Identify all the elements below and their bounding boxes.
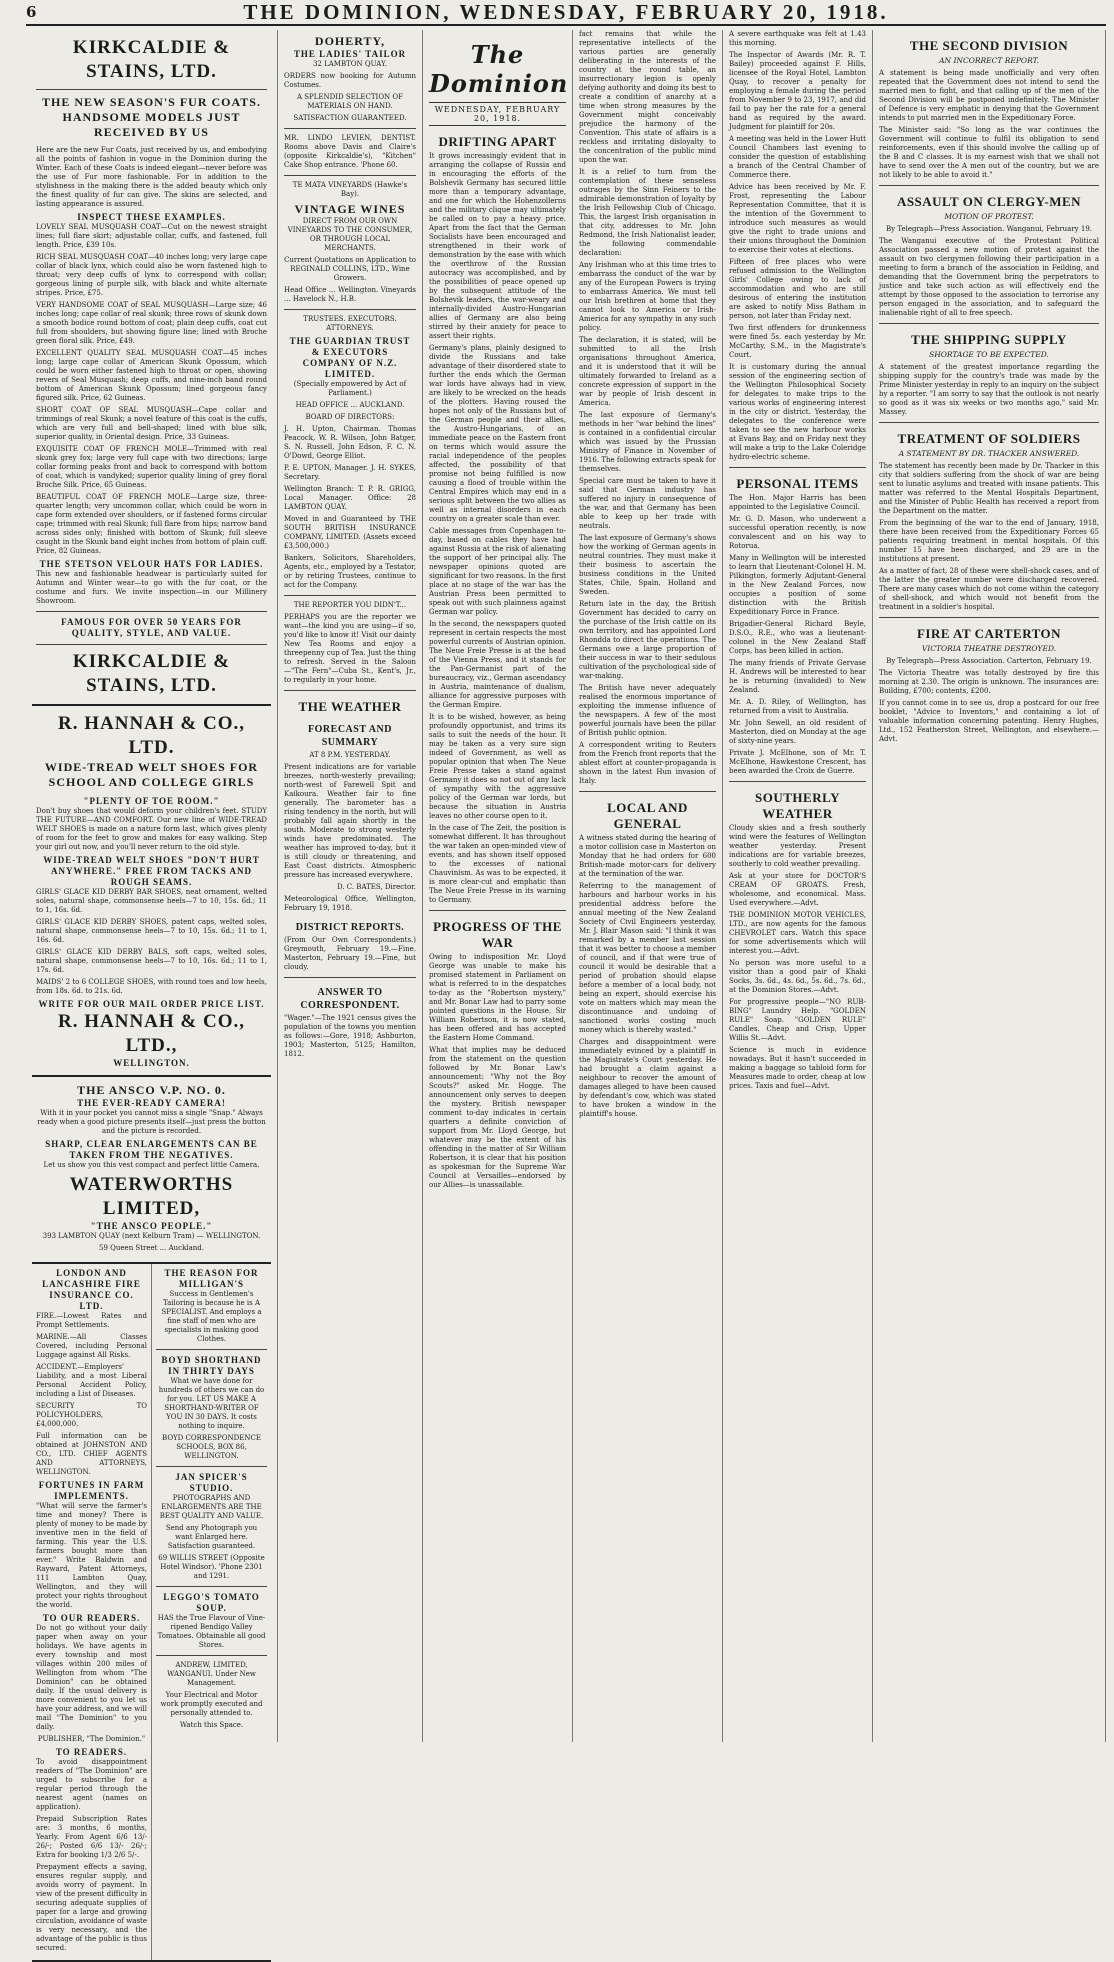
divider — [879, 617, 1099, 618]
second-division-heading: THE SECOND DIVISION — [909, 38, 1069, 53]
vintage-office: Head Office ... Wellington. Vineyards ... Havelock N., H.B. — [284, 286, 416, 303]
news-column-3 — [873, 30, 1106, 1742]
article-paragraph: The many friends of Private Gervase H. Andrews will be interested to hear he is returning (invalided) to New Zealand. — [729, 659, 866, 694]
divider — [879, 422, 1099, 423]
moved: Moved in and Guaranteed by THE SOUTH BRITISH INSURANCE COMPANY, LIMITED. (Assets exceed £3,500,000.) — [284, 515, 416, 550]
article-paragraph: The Victoria Theatre was totally destroyed by fire this morning at 2.30. The origin is unknown. The insurances are: Building, £700; contents, £200. — [879, 669, 1099, 695]
insurance-agents: Full information can be obtained at JOHNSTON AND CO., LTD. CHIEF AGENTS AND ATTORNEYS, WELLINGTON. — [36, 1432, 147, 1476]
waterworths-address2: 59 Queen Street ... Auckland. — [99, 1244, 204, 1252]
list-item: BEAUTIFUL COAT OF FRENCH MOLE—Large size, three-quarter length; very uncommon collar, which could be worn in cape form extended over shoulders, or if fastened forms circular cape; trimmed with real Skunk; full flare from hips; narrow band across sides only; finished with bottom of Skunk; full sleeve caught in the Skunk band eight inches from bottom of plain cuff. Price, 82 Guineas. — [36, 493, 267, 555]
article-paragraph: It is a relief to turn from the contemplation of these senseless outrages by the Sinn Feiners to the admirable demonstration of loyalty by the Irish Fellowship Club of Chicago. This, the largest Irish organisation in that city, addresses to Mr. John Redmond, the Irish Nationalist leader, the following commendable declaration: — [579, 168, 716, 257]
article-paragraph: The last exposure of Germany's shows how the working of German agents in neutral countries. They must make it their business to ascertain the business conditions in the United States, Chile, Spain, Holland and Sweden. — [579, 534, 716, 596]
weather-heading: THE WEATHER — [298, 699, 402, 714]
ansco-sharp: SHARP, CLEAR ENLARGEMENTS CAN BE TAKEN FROM THE NEGATIVES. — [45, 1139, 258, 1160]
list-item: GIRLS' GLACE KID DERBY BALS, soft caps, welted soles, natural shape, commonsense heels—7 to 10, 16s. 6d.; 11 to 1, 17s. 6d. — [36, 948, 267, 974]
list-item: SHORT COAT OF SEAL MUSQUASH—Cape collar and trimmings of real Skunk; a novel feature of this coat is the cuffs, which are very full and bell-shaped; lined with blue silk, superior quality, in Oriental design. Price, 33 Guineas. — [36, 406, 267, 441]
clergy-dateline: By Telegraph—Press Association. Wanganui, February 19. — [886, 225, 1092, 233]
guardian-title: THE GUARDIAN TRUST & EXECUTORS COMPANY OF N.Z. LIMITED. — [289, 336, 411, 379]
divider — [579, 791, 716, 792]
article-paragraph: Germany's plans, plainly designed to divide the Russians and take advantage of their disordered state to further the ends which the German war lords have always had in view, are likely to be wrecked on the heads of the plotters. Having roused the hopes not only of the Russians but of the German people and their allies, the Austro-Hungarians, of an immediate peace on the Eastern front on terms which would assure the racial independence of the peoples affected, the possibility of that promise not being fulfilled is now causing a flood of trouble within the Central Empires which may end in a serious split between the two allies as well as internal disorders in each country on a greater scale than ever. — [429, 344, 566, 523]
hannah-ad — [32, 706, 271, 1077]
article-paragraph: Two first offenders for drunkenness were fined 5s. each yesterday by Mr. McCarthy, S.M., in the Magistrate's Court. — [729, 324, 866, 359]
weather-text: Present indications are for variable breezes, north-westerly prevailing; north-west of Farewell Spit and Kaikoura. Weather fair to fine generally. The barometer has a rising tendency in the north, but will probably fall again shortly in the south. Moderate to strong westerly winds have predominated. The weather has improved to-day, but it is still cloudy or threatening, and East Coast districts. Atmospheric pressure has increased everywhere. — [284, 763, 416, 879]
divider — [729, 781, 866, 782]
article-paragraph: Any Irishman who at this time tries to embarrass the conduct of the war by any of the European Powers is trying to embarrass America. We must tell our Irish brethren at home that they cannot look to America or Irish-America for any sympathy in any such policy. — [579, 261, 716, 332]
article-paragraph: Special care must be taken to have it said that German industry has suffered no injury in consequence of the war, and that Germany has been able to keep up her trade with neutrals. — [579, 477, 716, 530]
ad-column-2 — [278, 30, 423, 1742]
divider — [284, 128, 416, 129]
divider — [36, 644, 267, 645]
guardian-office: HEAD OFFICE ... AUCKLAND. — [295, 401, 405, 409]
ansco-show: Let us show you this vest compact and perfect little Camera. — [43, 1161, 260, 1169]
spicer-title: JAN SPICER'S STUDIO. — [175, 1472, 248, 1493]
editorial-column — [423, 30, 573, 1742]
article-paragraph: From the beginning of the war to the end of January, 1918, there have been received from the Expeditionary Forces 65 patients requiring treatment in mental hospitals. Of this number 15 have been discharged, and 29 are in the institutions at present. — [879, 519, 1099, 563]
masthead-title: THE DOMINION, WEDNESDAY, FEBRUARY 20, 1918. — [243, 0, 889, 24]
article-paragraph: Advice has been received by Mr. F. Frost, representing the Labour Representation Committee, that it is the intention of the Government to introduce such measures as would give the right to trade unions and their unions throughout the Dominion to exercise their votes at elections. — [729, 183, 866, 254]
article-paragraph: What that implies may be deduced from the statement on the question followed by Mr. Bonar Law's announcement: "Why not the Boy Scouts?" asked Mr. Hogge. The announcement only serves to deepen the mystery. British newspaper comment to-day indicates in certain quarters a definite conviction of support from Mr. Lloyd George, but whatever may be the extent of his offending in the matter of Sir William Robertson, it is clear that his position as spokesman for the Supreme War Council at Versailles—endorsed by our Allies—is unassailable. — [429, 1046, 566, 1189]
doherty-text: ORDERS now booking for Autumn Costumes. — [284, 72, 416, 89]
doherty-satisfaction: SATISFACTION GUARANTEED. — [293, 114, 407, 122]
reporter-heading: THE REPORTER YOU DIDN'T... — [293, 601, 407, 609]
kirkcaldie-headline: THE NEW SEASON'S FUR COATS. HANDSOME MODELS JUST RECEIVED BY US — [42, 95, 261, 139]
andrew-text: Your Electrical and Motor work promptly executed and personally attended to. — [160, 1691, 263, 1717]
divider — [284, 175, 416, 176]
readers2-note: Prepayment effects a saving, ensures regular supply, and avoids worry of payment. In view of the present difficulty in securing adequate supplies of paper for a large and growing circulation, avoidance of waste is very necessary, and the advantage of the public is thus secured. — [36, 1863, 147, 1952]
southerly-weather-heading: SOUTHERLY WEATHER — [755, 790, 840, 821]
levien-ad: MR. LINDO LEVIEN, DENTIST. Rooms above Davis and Claire's (opposite Kirkcaldie's), "Kitchen" Cake Shop entrance. 'Phone 60. — [284, 134, 416, 169]
hannah-city: WELLINGTON. — [113, 1058, 190, 1068]
ansco-sub: THE EVER-READY CAMERA! — [77, 1098, 226, 1108]
shorthand-address: BOYD CORRESPONDENCE SCHOOLS, BOX 86, WELLINGTON. — [162, 1434, 261, 1460]
divider — [156, 1586, 267, 1587]
masthead — [26, 0, 1106, 26]
readers-publisher: PUBLISHER, "The Dominion." — [37, 1735, 146, 1743]
news-column-2 — [723, 30, 873, 1742]
reporter-text: PERHAPS you are the reporter we want—the kind you are using—if so, you'd like to know it! Visit our dainty New Tea Rooms and enjoy a threepenny cup of Tea. Just the thing to refresh. Served in the Saloon—"The Fern"—Cuba St., Kent's, Jr., to regularly in your home. — [284, 613, 417, 684]
list-item: LOVELY SEAL MUSQUASH COAT—Cut on the newest straight lines; full flare skirt; adjustable collar, cuffs, and fastened, full length. Price, £39 10s. — [36, 223, 267, 249]
waterworths-title: WATERWORTHS LIMITED, — [69, 1174, 234, 1219]
shipping-heading: THE SHIPPING SUPPLY — [911, 332, 1067, 347]
waterworths-address: 393 LAMBTON QUAY (next Kelburn Tram) — WELLINGTON. — [42, 1232, 261, 1240]
divider — [729, 467, 866, 468]
list-item: MAIDS' 2 to 6 COLLEGE SHOES, with round toes and low heels, from 18s. 6d. to 21s. 6d. — [36, 978, 267, 995]
article-paragraph: Many in Wellington will be interested to learn that Lieutenant-Colonel H. M. Pilkington, formerly Adjutant-General in the New Zealand Forces, now occupies a position of some distinction with the British Expeditionary Force in France. — [729, 554, 866, 616]
vintage-sub: DIRECT FROM OUR OWN VINEYARDS TO THE CONSUMER, OR THROUGH LOCAL MERCHANTS. — [287, 217, 413, 252]
article-paragraph: Mr. A. D. Riley, of Wellington, has returned from a visit to Australia. — [729, 698, 866, 715]
hannah-title: R. HANNAH & CO., LTD. — [58, 713, 245, 758]
readers2-title: TO READERS. — [55, 1747, 128, 1757]
andrew-title: ANDREW, LIMITED, WANGANUI. Under New Management. — [167, 1661, 256, 1687]
second-division-sub: AN INCORRECT REPORT. — [939, 56, 1039, 65]
vintage-title: VINTAGE WINES — [294, 202, 406, 216]
article-paragraph: Cloudy skies and a fresh southerly wind were the features of Wellington weather yesterday. Present indications are for variable breezes, southerly to cold weather prevailing. — [729, 824, 866, 868]
doherty-selection: A SPLENDID SELECTION OF MATERIALS ON HAND. — [296, 93, 404, 110]
local-general-heading: LOCAL AND GENERAL — [607, 800, 688, 831]
waterworths-sub: "THE ANSCO PEOPLE." — [90, 1221, 213, 1231]
list-item: GIRLS' GLACE KID DERBY SHOES, patent caps, welted soles, natural shape, commonsense heels—7 to 10, 15s. 6d.; 11 to 1, 16s. 6d. — [36, 918, 267, 944]
divider — [156, 1349, 267, 1350]
board-list: J. H. Upton, Chairman. Thomas Peacock, W. R. Wilson, John Batger, S. N. Russell, John Edson, F. C. N. O'Dowd, George Elliot. — [284, 425, 416, 460]
hannah-footer: R. HANNAH & CO., LTD., — [58, 1011, 245, 1056]
board-heading: BOARD OF DIRECTORS: — [305, 413, 395, 421]
article-paragraph: As a matter of fact, 28 of these were shell-shock cases, and of the latter the greater number were discharged recovered. There are many cases which do not come within the category of shell-shock, and which would not benefit from the treatment in a soldier's hospital. — [879, 567, 1099, 611]
list-item: RICH SEAL MUSQUASH COAT—40 inches long; very large cape collar of black lynx, which could also be worn fastened high to throat; very deep cuffs of lynx to correspond with collar; gorgeous lining of purple silk, with black and white alternate stripes. Price, £75. — [36, 253, 267, 297]
list-item: SECURITY TO POLICYHOLDERS, £4,000,000. — [36, 1402, 147, 1428]
readers2-text: To avoid disappointment readers of "The Dominion" are urged to subscribe for a regular period through the nearest agent (names on application). — [36, 1758, 147, 1811]
readers2-rates: Prepaid Subscription Rates are: 3 months, 6 months, Yearly. From Agent 6/6 13/- 26/-; Posted 6/6 13/- 26/-; Extra for booking 1/3 2/6 5/-. — [36, 1815, 147, 1859]
shorthand-title: BOYD SHORTHAND IN THIRTY DAYS — [161, 1355, 262, 1376]
article-paragraph: A correspondent writing to Reuters from the French front reports that the ablest effort at counter-propaganda is shown in the latest Hun invasion of Italy. — [579, 741, 716, 785]
guardian-sub: (Specially empowered by Act of Parliament.) — [293, 380, 407, 397]
article-paragraph: The Minister said: "So long as the war continues the Government will continue to fulfil its obligation to send reinforcements, even if this should involve the calling up of the B and C classes. It is my earnest wish that we shall not have to send over the A men out of the country, but we are not likely to be able to avoid it." — [879, 126, 1099, 179]
andrew-footer: Watch this Space. — [179, 1721, 244, 1729]
weather-subheading: FORECAST AND SUMMARY — [308, 724, 392, 748]
article-paragraph: A statement is being made unofficially and very often repeated that the Government does not intend to send the married men to fight, and that calling up of the men of the Second Division will be postponed indefinitely. The Minister of Defence is very emphatic in denying that the Government intends to put married men in the Expeditionary Force. — [879, 69, 1099, 122]
article-paragraph: Mr. G. D. Mason, who underwent a successful operation recently, is now convalescent and on his way to Rotorua. — [729, 515, 866, 550]
board-manager: P. E. UPTON, Manager. J. H. SYKES, Secretary. — [284, 464, 416, 481]
hannah-text: Don't buy shoes that would deform your children's feet. STUDY THE FUTURE—AND COMFORT. Our new line of WIDE-TREAD WELT SHOES is made on a nature form last, which gives plenty of room for the feet to grow and makes for easy walking. Step your girl out now, and you'll never return to the old style. — [36, 807, 267, 851]
trustees: TRUSTEES. EXECUTORS. ATTORNEYS. — [303, 315, 397, 332]
kirkcaldie-title: KIRKCALDIE & STAINS, LTD. — [72, 37, 231, 82]
progress-heading: PROGRESS OF THE WAR — [433, 919, 562, 950]
article-paragraph: The Inspector of Awards (Mr. R. T. Bailey) proceeded against F. Hills, licensee of the Royal Hotel, Lambton Quay, to recover a penalty for employing a female during the period from November 9 to 23, 1917, and did fail to pay her the rate for a general hand as required by the award. Judgment for plaintiff for 20s. — [729, 51, 866, 131]
milligan-title: THE REASON FOR MILLIGAN'S — [164, 1268, 259, 1289]
clergy-heading: ASSAULT ON CLERGY-MEN — [896, 194, 1082, 209]
weather-time: AT 8 P.M. YESTERDAY. — [309, 751, 391, 759]
shipping-sub: SHORTAGE TO BE EXPECTED. — [929, 350, 1049, 359]
kirkcaldie-footer: KIRKCALDIE & STAINS, LTD. — [72, 651, 231, 696]
article-paragraph: Fifteen of free places who were refused admission to the Wellington Girls' College owing to lack of accommodation and who are still desirous of entering the institution are asked to notify Miss Batham in person, not later than Friday next. — [729, 258, 866, 320]
leggo-title: LEGGO'S TOMATO SOUP. — [163, 1592, 260, 1613]
divider — [36, 89, 267, 90]
divider — [284, 690, 416, 691]
correspondent-heading: ANSWER TO CORRESPONDENT. — [300, 987, 400, 1011]
article-paragraph: Referring to the management of harbours and harbour works in his presidential address before the annual meeting of the New Zealand Society of Civil Engineers yesterday, Mr. J. Blair Mason said: "I think it was remarked by a member last session that it was better to choose a member of council, and if that were true of council it would be desirable that a period of probation should elapse before a member of a local body, not being an expert, should exercise his vote on matters which may mean the discontinuance and undoing of sanctioned works costing much money which is thereby wasted." — [579, 882, 716, 1034]
soldiers-heading: TREATMENT OF SOLDIERS — [897, 431, 1081, 446]
article-paragraph: In the case of The Zeit, the position is somewhat different. It has throughout the war taken an open-minded view of events, and has shown itself opposed to the excesses of national Chauvinism. As was to be expected, it is more clear-cut and emphatic than The Neue Freie Presse in its warning to Germany. — [429, 824, 566, 904]
article-paragraph: If you cannot come in to see us, drop a postcard for our free booklet, "Advice to Inventors," and containing a lot of valuable information concerning patenting. Henry Hughes, Ltd., 152 Featherston Street, Wellington, and elsewhere.—Advt. — [879, 699, 1099, 743]
article-paragraph: It is to be wished, however, as being profoundly opportunist, and trims its sails to suit the needs of the hour. It may be taken as a very sure sign indeed of Government, as well as popular opinion that when The Neue Freie Presse takes a stand against Germany it does so not out of any lack of sympathy with the aggressive policy of the German war lords, but because the situation in Austria leaves no other course open to it. — [429, 713, 566, 820]
article-paragraph: A severe earthquake was felt at 1.43 this morning. — [729, 30, 866, 47]
fire-dateline: By Telegraph—Press Association. Carterton, February 19. — [886, 657, 1092, 665]
article-paragraph: Owing to indisposition Mr. Lloyd George was unable to make his promised statement in Parliament on what is referred to in the despatches to-day as the "Robertson mystery," and Mr. Bonar Law had to parry some pointed questions in the House. Sir William Robertson, it is now stated, has been offered and has accepted the Eastern Home Command. — [429, 953, 566, 1042]
fire-sub: VICTORIA THEATRE DESTROYED. — [921, 644, 1057, 653]
doherty-address: 32 LAMBTON QUAY. — [312, 60, 388, 68]
divider — [284, 309, 416, 310]
shorthand-text: What we have done for hundreds of others we can do for you. LET US MAKE A SHORTHAND-WRITER OF YOU IN 30 DAYS. It costs nothing to inquire. — [158, 1377, 265, 1430]
article-paragraph: The British have never adequately realised the enormous importance of exploiting the immense influence of the newspapers. A few of the most powerful journals have been the pillar of British public opinion. — [579, 684, 716, 737]
article-paragraph: Charges and disappointment were immediately evinced by a plaintiff in the Magistrate's Court yesterday. He had brought a claim against a neighbour to recover the amount of damages alleged to have been caused by defendant's cow, which was stated to have broken a window in the plaintiff's house. — [579, 1038, 716, 1118]
leggo-text: HAS the True Flavour of Vine-ripened Bendigo Valley Tomatoes. Obtainable all good Stores. — [157, 1614, 266, 1649]
hannah-quote: "PLENTY OF TOE ROOM." — [83, 796, 220, 806]
article-paragraph: A meeting was held in the Lower Hutt Council Chambers last evening to consider the question of establishing a branch of the Central Chamber of Commerce there. — [729, 135, 866, 179]
drifting-apart-heading: DRIFTING APART — [438, 134, 557, 149]
spicer-text: PHOTOGRAPHS AND ENLARGEMENTS ARE THE BEST QUALITY AND VALUE. — [159, 1494, 264, 1520]
article-paragraph: The Wanganui executive of the Protestant Political Association passed a new motion of protest against the assault on two clergymen following their participation in a meeting to form a branch of the association in Feilding, and demanding that the Government bring the perpetrators to justice and take such action as will effectively end the attempt by those opposed to the association to terrorise any person engaged in the association, and to safeguard the inalienable right of all to free speech. — [879, 237, 1099, 317]
fortunes-text: "What will serve the farmer's time and money? There is plenty of money to be made by inventive men in the field of farming. This year the U.S. farmers bought more than ever." Write Baldwin and Rayward, Patent Attorneys, 111 Lambton Quay, Wellington, and they will protect your rights throughout the world. — [36, 1502, 147, 1609]
editorial-date: WEDNESDAY, FEBRUARY 20, 1918. — [429, 102, 566, 126]
page-number: 6 — [26, 3, 37, 21]
article-paragraph: The declaration, it is stated, will be submitted to all the Irish organisations throughout America, and it is understood that it will be ultimately forwarded to Ireland as a concrete expression of support in the war by people of Irish descent in America. — [579, 336, 716, 407]
list-item: FIRE.—Lowest Rates and Prompt Settlements. — [36, 1312, 147, 1329]
kirkcaldie-inspect: INSPECT THESE EXAMPLES. — [77, 212, 226, 222]
article-paragraph: Cable messages from Copenhagen to-day, based on cables they have had against Russia at the risk of alienating the support of her principal ally. The newspaper opinions quoted are significant for two reasons. In the first place at no stage of the war has the Austrian Press been permitted to speak out with such plainness against German war policy. — [429, 527, 566, 616]
article-paragraph: It is customary during the annual session of the engineering section of the Wellington Philosophical Society for delegates to make trips to the various works of engineering interest in the city or district. Yesterday, the delegates to the conference were taken to see the new harbour works at Evans Bay, and on Friday next they will make a trip to the Lake Coleridge hydro-electric scheme. — [729, 363, 866, 461]
milligan-text: Success in Gentlemen's Tailoring is because he is A SPECIALIST. And employs a fine staff of men who are specialists in making good Clothes. — [161, 1290, 262, 1343]
readers-title: TO OUR READERS. — [42, 1613, 141, 1623]
ansco-title: THE ANSCO V.P. NO. 0. — [77, 1083, 226, 1097]
hannah-sub: WIDE-TREAD WELT SHOES "DON'T HURT ANYWHERE." FREE FROM TACKS AND ROUGH SEAMS. — [43, 855, 260, 887]
list-item: MARINE.—All Classes Covered, including Personal Luggage against All Risks. — [36, 1333, 147, 1359]
hannah-write: WRITE FOR OUR MAIL ORDER PRICE LIST. — [38, 999, 265, 1009]
kirkcaldie-stetson-text: This new and fashionable headwear is particularly suited for Autumn and Winter wear—to go with the fur coat, or the costume and furs. We invite inspection—in our Millinery Showroom. — [36, 570, 267, 605]
clergy-sub: MOTION OF PROTEST. — [944, 212, 1034, 221]
article-paragraph: Science is much in evidence nowadays. But it hasn't succeeded in making a baggage so tabloid form for Measures made to order, cheap at low prices. Taxis and fuel—Advt. — [729, 1046, 866, 1090]
district-text: (From Our Own Correspondents.) Greymouth, February 19.—Fine. Masterton, February 19.—Fine, but cloudy. — [284, 936, 416, 971]
divider — [156, 1466, 267, 1467]
news-column — [573, 30, 723, 1742]
vintage-top: TE MATA VINEYARDS (Hawke's Bay). — [292, 181, 408, 198]
spicer-address: 69 WILLIS STREET (Opposite Hotel Windsor). 'Phone 2301 and 1291. — [158, 1554, 265, 1580]
divider — [156, 1655, 267, 1656]
divider — [284, 595, 416, 596]
bankers: Bankers, Solicitors, Shareholders, Agents, etc., employed by a Testator, or by retiring Trustees, continue to act for the Company. — [284, 554, 416, 589]
weather-office: Meteorological Office, Wellington, February 19, 1918. — [284, 895, 416, 912]
article-paragraph: Return late in the day, the British Government has decided to carry on the purchase of the Irish cattle on its own territory, and has appointed Lord Rhondda to direct the operations. The Germans owe a large proportion of their success in war to their sedulous cultivation of the psychological side of war-making. — [579, 600, 716, 680]
spicer-send: Send any Photograph you want Enlarged here. Satisfaction guaranteed. — [165, 1524, 258, 1550]
kirkcaldie-ad — [32, 30, 271, 706]
article-paragraph: It grows increasingly evident that in arranging the collapse of Russia and in encouraging the efforts of the Bolshevik Germany has secured little more than a temporary advantage, and one for which the Hohenzollerns and the military clique may ultimately be called on to pay a heavy price. Apart from the fact that the German Socialists have been encouraged and strengthened in their work of demonstration by the ease with which the overthrow of the Russian autocracy was accomplished, and by the possibilities of peace opened up by the subsequent attitude of the Bolshevik leaders, the war-weary and internally-divided Austro-Hungarian allies of Germany are also being stirred by their anxiety for peace to assert their rights. — [429, 152, 566, 340]
district-heading: DISTRICT REPORTS. — [295, 922, 405, 933]
branch: Wellington Branch: T. P. R. GRIGG, Local Manager. Office: 28 LAMBTON QUAY. — [284, 485, 416, 511]
personal-items-heading: PERSONAL ITEMS — [736, 476, 859, 491]
list-item: EXQUISITE COAT OF FRENCH MOLE—Trimmed with real skunk grey fox; large very full cape with two directions; large collar forming peaks front and back to correspond with bottom of coat, which is vandyked; superior quality lining of grey floral Broche Silk. Price, 65 Guineas. — [36, 445, 267, 489]
ad-column — [26, 30, 278, 1952]
doherty-sub: THE LADIES' TAILOR — [293, 49, 407, 59]
doherty-title: DOHERTY, — [314, 34, 386, 48]
list-item: EXCELLENT QUALITY SEAL MUSQUASH COAT—45 inches long; large cape collar of American Skunk Opossum, which could be worn either fastened high to throat or open, showing revers of Seal Musquash; deep cuffs, and nine-inch band round bottom of American Skunk Opossum; lined gorgeous fancy figured silk. Price, 62 Guineas. — [36, 349, 267, 402]
hannah-headline: WIDE-TREAD WELT SHOES FOR SCHOOL AND COLLEGE GIRLS — [44, 760, 259, 789]
article-paragraph: THE DOMINION MOTOR VEHICLES, LTD., are now agents for the famous CHEVROLET cars. Watch this space for some advertisements which will interest you.—Advt. — [729, 911, 866, 955]
divider — [879, 185, 1099, 186]
article-paragraph: Ask at your store for DOCTOR'S CREAM OF GROATS. Fresh, wholesome, and economical. Mass. Used everywhere.—Advt. — [729, 872, 866, 907]
paper-title: The Dominion — [429, 40, 569, 98]
article-paragraph: The statement has recently been made by Dr. Thacker in this city that soldiers suffering from the shock of war are being sent to lunatic asylums and treated with insane patients. This matter was referred to the Mental Hospitals Department, and the Minister of Public Health has received a report from the Department on the matter. — [879, 462, 1099, 515]
weather-sign: D. C. BATES, Director. — [336, 883, 416, 891]
article-paragraph: A statement of the greatest importance regarding the shipping supply for the country's trade was made by the Prime Minister yesterday in reply to an inquiry on the subject by a reporter. "I am sorry to say that the outlook is not nearly so good as it was six weeks or two months ago," said Mr. Massey. — [879, 363, 1099, 416]
divider — [429, 910, 566, 911]
correspondent-text: "Wager."—The 1921 census gives the population of the towns you mention as follows:—Gore, 1918; Ashburton, 1903; Masterton, 5125; Hamilton, 1812. — [284, 1014, 416, 1058]
article-paragraph: No person was more useful to a visitor than a good pair of Khaki Socks, 3s. 6d., 4s. 6d., 5s. 6d., 7s. 6d., at the Dominion Stores.—Advt. — [729, 959, 866, 994]
article-paragraph: fact remains that while the representative intellects of the various parties are generally deliberating in the interests of the country at the round table, an insurrectionary legion is openly defying authority and doing its best to create a condition of anarchy at a time when strong measures by the Government might conceivably prejudice the harmony of the Convention. This state of affairs is a reckless and irritating disloyalty to the concentration of the public mind upon the war. — [579, 30, 716, 164]
divider — [36, 611, 267, 612]
vintage-quote: Current Quotations on Application to REGINALD COLLINS, LTD., Wine Growers. — [284, 256, 416, 282]
ansco-text: With it in your pocket you cannot miss a single "Snap." Always ready when a good picture presents itself—just press the button and the picture is recorded. — [37, 1109, 266, 1135]
fire-heading: FIRE AT CARTERTON — [916, 626, 1062, 641]
article-paragraph: The Hon. Major Harris has been appointed to the Legislative Council. — [729, 494, 866, 511]
list-item: VERY HANDSOME COAT of SEAL MUSQUASH—Large size; 46 inches long; cape collar of real skunk; three rows of skunk down a smooth bodice round bottom of coat; plain deep cuffs, coat cut full from shoulders, but showing figure line; lined with Broche green floral silk. Price, £49. — [36, 301, 267, 345]
article-paragraph: For progressive people—"NO RUB-BING" Laundry Help. "GOLDEN RULE" Soap. "GOLDEN RULE" Candles. Cheap and Crisp, Upper Willis St.—Advt. — [729, 998, 866, 1042]
article-paragraph: A witness stated during the hearing of a motor collision case in Masterton on Monday that he had orders for 600 British-made motor-cars for delivery at the termination of the war. — [579, 834, 716, 878]
readers-text: Do not go without your daily paper when away on your holidays. We have agents in every township and most villages within 200 miles of Wellington from whom "The Dominion" can be obtained daily. If the usual delivery is more convenient to you let us have your address, and we will mail "The Dominion" to you daily. — [36, 1624, 147, 1731]
article-paragraph: In the second, the newspapers quoted represent in certain respects the most powerful currents of Austrian opinion. The Neue Freie Presse is at the head of the Vienna Press, and it stands for the Pan-Germanist part of the bureaucracy, viz., German ascendancy in Austria, maintenance of dualism, alliance for aggressive purposes with the German Empire. — [429, 620, 566, 709]
article-paragraph: The last exposure of Germany's methods in her "war behind the lines" is contained in a confidential circular which was issued by the Prussian Ministry of Finance in November of 1916. The following extracts speak for themselves. — [579, 411, 716, 473]
kirkcaldie-intro: Here are the new Fur Coats, just received by us, and embodying all the points of fashion in vogue in the Dominion during the Winter. Each of these Coats is indeed elegant—never before was the use of Fur more fashionable. For in addition to the stylishness in the making there is the added beauty which only the finest quality of fur can give. The skins are selected, and lasting appearance is assured. — [36, 146, 267, 208]
divider — [879, 323, 1099, 324]
list-item: GIRLS' GLACE KID DERBY BAR SHOES, neat ornament, welted soles, natural shape, commonsense heels—7 to 10, 15s. 6d.; 11 to 1, 16s. 6d. — [36, 888, 267, 914]
list-item: ACCIDENT.—Employers' Liability, and a most Liberal Personal Accident Policy, including a List of Diseases. — [36, 1363, 147, 1398]
kirkcaldie-stetson: THE STETSON VELOUR HATS FOR LADIES. — [39, 559, 264, 569]
insurance-title: LONDON AND LANCASHIRE FIRE INSURANCE CO. LTD. — [42, 1268, 141, 1311]
ansco-ad — [32, 1077, 271, 1264]
soldiers-sub: A STATEMENT BY DR. THACKER ANSWERED. — [898, 449, 1080, 458]
article-paragraph: Mr. John Sewell, an old resident of Masterton, died on Monday at the age of sixty-nine years. — [729, 719, 866, 745]
article-paragraph: Private J. McElhone, son of Mr. T. McElhone, Hawkestone Crescent, has been awarded the Croix de Guerre. — [729, 749, 866, 775]
kirkcaldie-famous: FAMOUS FOR OVER 50 YEARS FOR QUALITY, STYLE, AND VALUE. — [61, 617, 242, 638]
article-paragraph: Brigadier-General Richard Beyle, D.S.O., R.E., who was a lieutenant-colonel in the New Zealand Staff Corps, has been killed in action. — [729, 620, 866, 655]
divider — [284, 977, 416, 978]
fortunes-title: FORTUNES IN FARM IMPLEMENTS. — [38, 1480, 145, 1501]
